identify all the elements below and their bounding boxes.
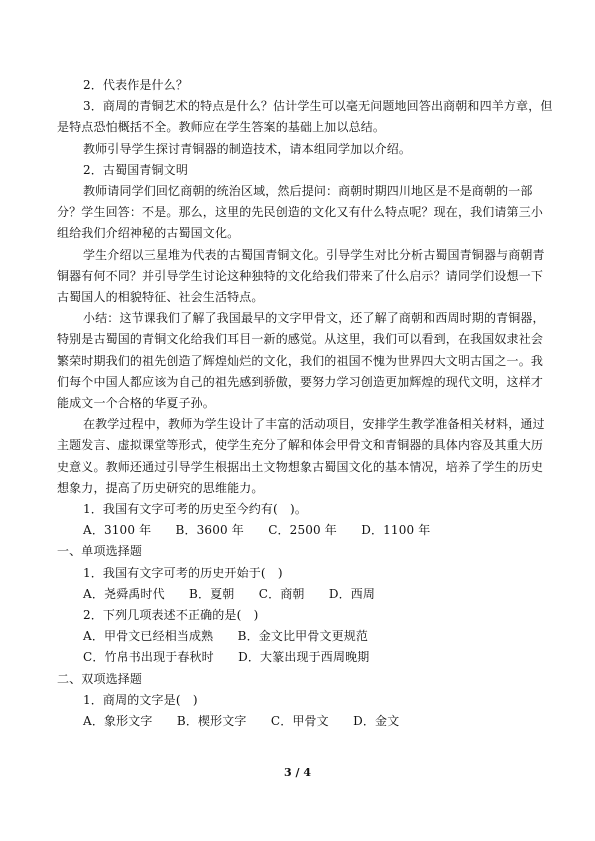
page-number: 3 / 4 xyxy=(284,766,311,779)
text-line: 能成文一个合格的华夏子孙。 xyxy=(57,396,215,411)
text-line: A．尧舜禹时代 B．夏朝 C．商朝 D．西周 xyxy=(83,586,376,601)
text-line: 是特点恐怕概括不全。教师应在学生答案的基础上加以总结。 xyxy=(57,120,386,135)
document-body xyxy=(57,75,553,732)
text-line: 组给我们介绍神秘的古蜀国文化。 xyxy=(57,226,240,241)
text-line: A．3100 年 B．3600 年 C．2500 年 D．1100 年 xyxy=(83,523,431,538)
text-line: 1．商周的文字是( ) xyxy=(83,692,198,707)
text-line: 特别是古蜀国的青铜文化给我们耳目一新的感觉。从这里，我们可以看到，在我国奴隶社会 xyxy=(57,332,544,347)
text-line: 小结：这节课我们了解了我国最早的文字甲骨文，还了解了商朝和西周时期的青铜器， xyxy=(83,311,545,326)
text-line: 史意义。教师还通过引导学生根据出土文物想象古蜀国文化的基本情况，培养了学生的历史 xyxy=(57,459,544,474)
text-line: 3．商周的青铜艺术的特点是什么？估计学生可以毫无问题地回答出商朝和四羊方章，但 xyxy=(83,99,553,114)
text-line: 分？学生回答：不是。那么，这里的先民创造的文化又有什么特点呢？现在，我们请第三小 xyxy=(57,205,544,220)
text-line: 学生介绍以三星堆为代表的古蜀国青铜文化。引导学生对比分析古蜀国青铜器与商朝青 xyxy=(83,247,545,262)
text-line: 们每个中国人都应该为自己的祖先感到骄傲，要努力学习创造更加辉煌的现代文明，这样才 xyxy=(57,374,544,389)
text-line: 2．代表作是什么？ xyxy=(83,78,188,92)
text-line: 古蜀国人的相貌特征、社会生活特点。 xyxy=(57,290,264,305)
text-line: 2．下列几项表述不正确的是( ) xyxy=(83,608,259,623)
text-line: 1．我国有文字可考的历史开始于( ) xyxy=(83,565,283,580)
text-line: A．甲骨文已经相当成熟 B．金文比甲骨文更规范 xyxy=(83,629,369,644)
text-line: 一、单项选择题 xyxy=(57,544,143,559)
text-line: 教师请同学们回忆商朝的统治区域，然后提问：商朝时期四川地区是不是商朝的一部 xyxy=(83,184,533,199)
text-line: 2．古蜀国青铜文明 xyxy=(83,162,188,177)
text-line: C．竹帛书出现于春秋时 D．大篆出现于西周晚期 xyxy=(83,650,370,665)
text-line: 1．我国有文字可考的历史至今约有( )。 xyxy=(83,502,307,517)
text-line: 二、双项选择题 xyxy=(57,671,143,686)
text-line: 教师引导学生探讨青铜器的制造技术，请本组同学加以介绍。 xyxy=(83,141,412,156)
text-line: 铜器有何不同？并引导学生讨论这种独特的文化给我们带来了什么启示？请同学们设想一下 xyxy=(57,268,544,283)
text-line: A．象形文字 B．楔形文字 C．甲骨文 D．金文 xyxy=(83,714,400,729)
text-line: 想象力，提高了历史研究的思维能力。 xyxy=(57,480,264,495)
text-line: 繁荣时期我们的祖先创造了辉煌灿烂的文化，我们的祖国不愧为世界四大文明古国之一。我 xyxy=(57,353,544,368)
text-line: 主题发言、虚拟课堂等形式，使学生充分了解和体会甲骨文和青铜器的具体内容及其重大历 xyxy=(57,438,544,453)
text-line: 在教学过程中，教师为学生设计了丰富的活动项目，安排学生教学准备相关材料，通过 xyxy=(83,417,545,432)
